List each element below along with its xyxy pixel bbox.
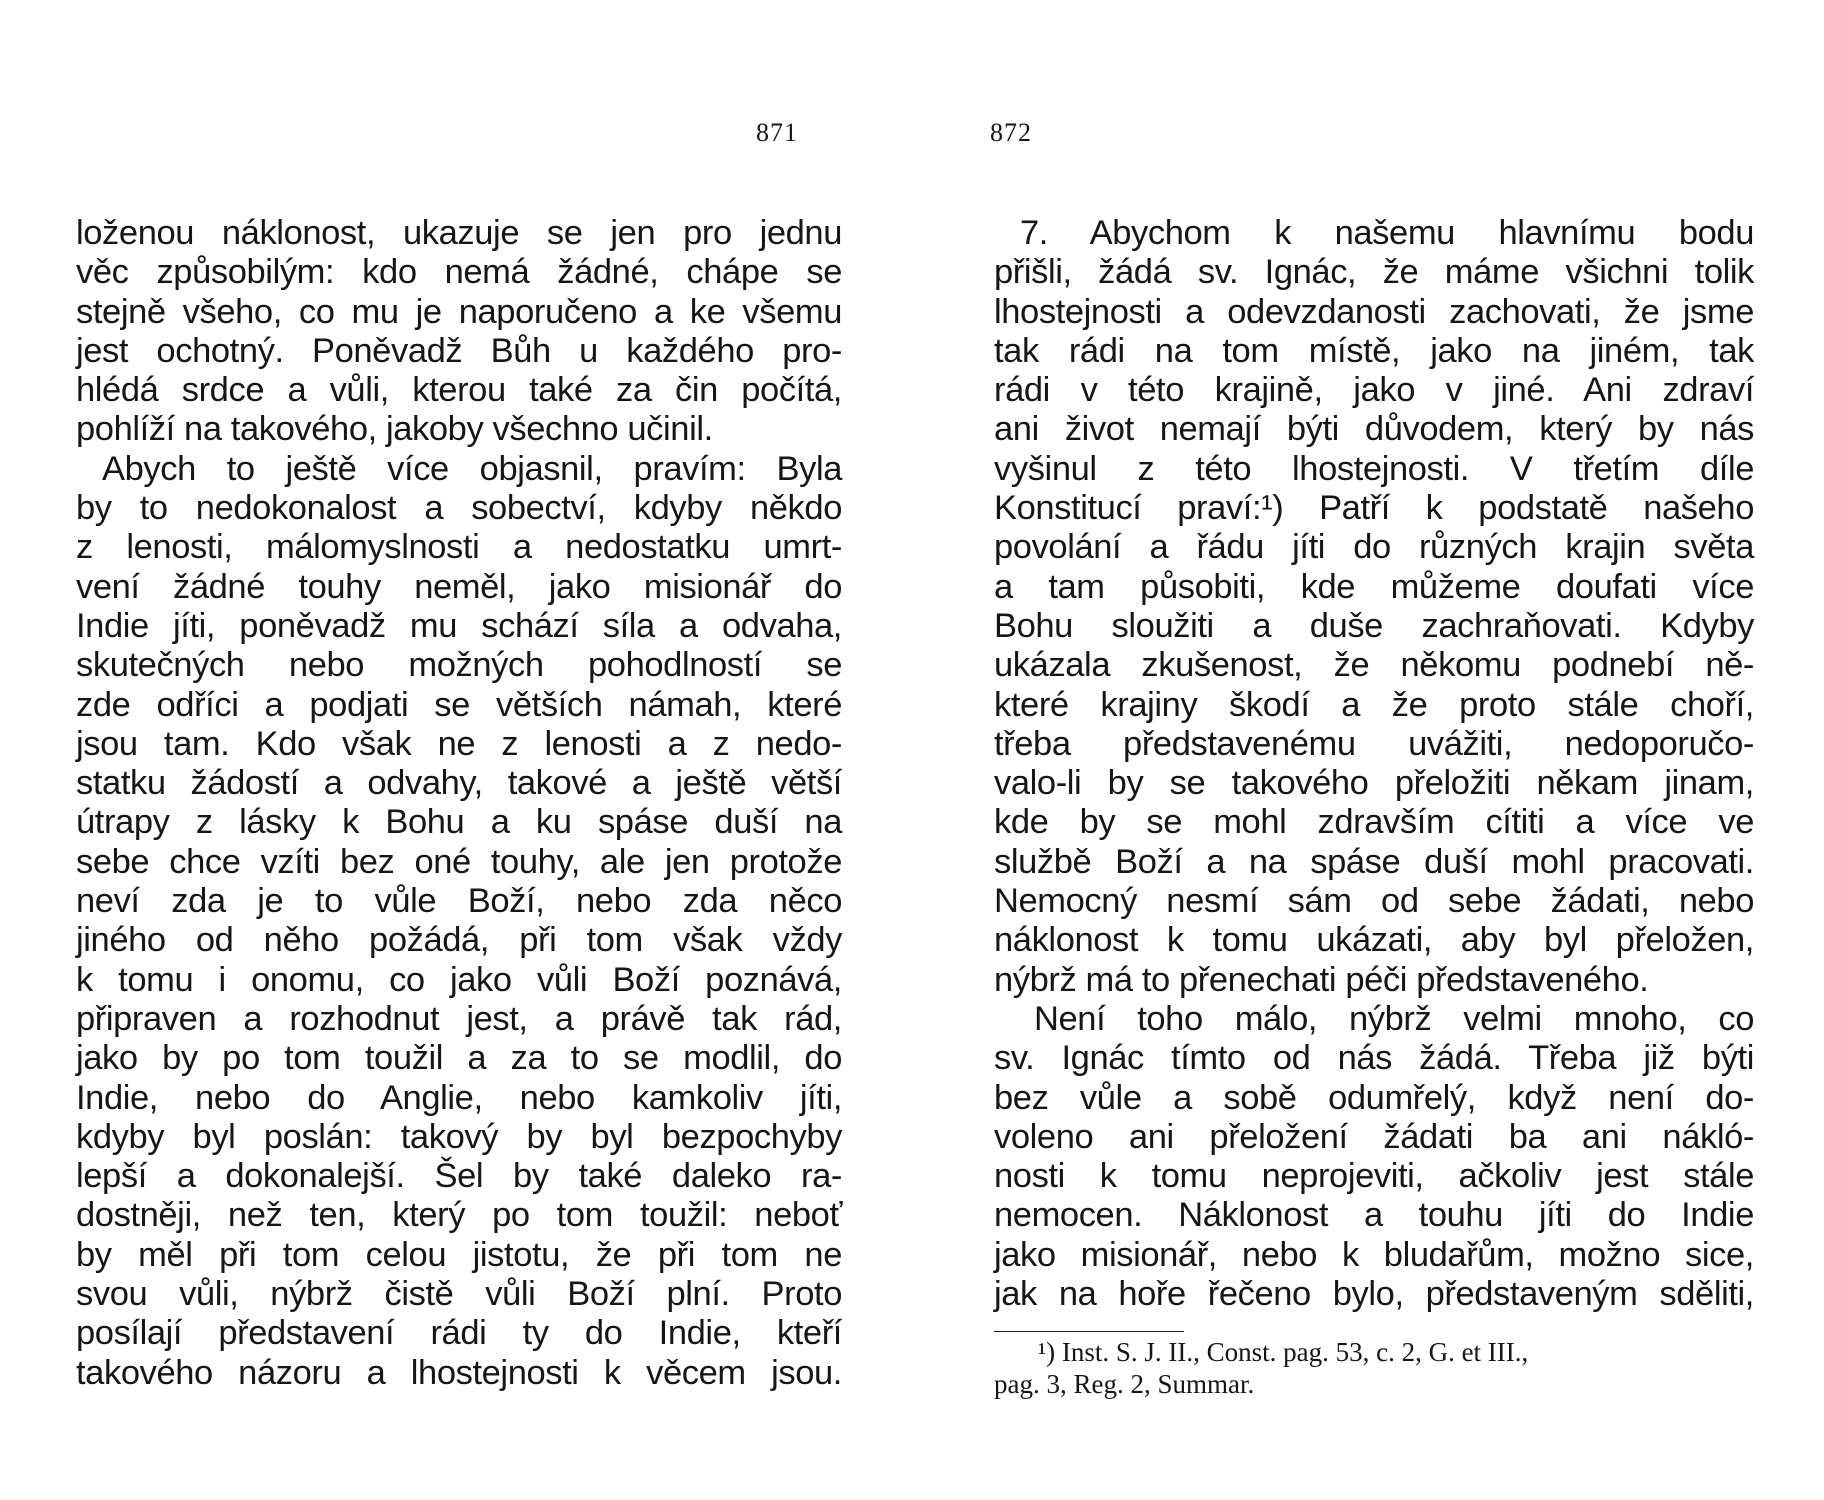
text-line: bez vůle a sobě odumřelý, když není do- — [994, 1078, 1754, 1117]
text-line: Indie jíti, poněvadž mu schází síla a odvaha, — [76, 606, 842, 645]
text-line: tak rádi na tom místě, jako na jiném, tak — [994, 331, 1754, 370]
footnote-divider — [994, 1331, 1184, 1332]
footnotes — [994, 1336, 1754, 1400]
text-line: valo-li by se takového přeložiti někam jinam, — [994, 764, 1754, 803]
text-line: jako by po tom toužil a za to se modlil, do — [76, 1039, 842, 1078]
text-line: Abych to ještě více objasnil, pravím: Byla — [102, 449, 842, 488]
text-line: loženou náklonost, ukazuje se jen pro jednu — [76, 214, 842, 252]
text-line: 7. Abychom k našemu hlavnímu bodu — [1020, 214, 1754, 252]
text-line: skutečných nebo možných pohodlností se — [76, 646, 842, 685]
text-line: ukázala zkušenost, že někomu podnebí ně- — [994, 646, 1754, 685]
page-number-left: 871 — [756, 118, 798, 147]
footnote-line: ¹) Inst. S. J. II., Const. pag. 53, c. 2, G. et III., — [1038, 1337, 1529, 1367]
text-line: Bohu sloužiti a duše zachraňovati. Kdyby — [994, 606, 1754, 645]
text-line: jest ochotný. Poněvadž Bůh u každého pro- — [76, 331, 842, 370]
text-line: jiného od něho požádá, při tom však vždy — [76, 921, 842, 960]
text-line: hlédá srdce a vůli, kterou také za čin počítá, — [76, 371, 842, 410]
text-line: voleno ani přeložení žádati ba ani nákló- — [994, 1117, 1754, 1156]
text-line: jsou tam. Kdo však ne z lenosti a z nedo- — [76, 724, 842, 763]
text-line: stejně všeho, co mu je naporučeno a ke všemu — [76, 292, 842, 331]
text-line: neví zda je to vůle Boží, nebo zda něco — [76, 882, 842, 921]
footnote-line: pag. 3, Reg. 2, Summar. — [994, 1369, 1255, 1399]
text-line: a tam působiti, kde můžeme doufati více — [994, 567, 1754, 606]
text-line: rádi v této krajině, jako v jiné. Ani zdraví — [994, 371, 1754, 410]
text-line: službě Boží a na spáse duší mohl pracovati. — [994, 842, 1754, 881]
text-line: posílají představení rádi ty do Indie, kteří — [76, 1314, 842, 1353]
text-line: nemocen. Náklonost a touhu jíti do Indie — [994, 1196, 1754, 1235]
text-line: kdyby byl poslán: takový by byl bezpochyby — [76, 1117, 842, 1156]
text-line: Indie, nebo do Anglie, nebo kamkoliv jíti, — [76, 1078, 842, 1117]
text-line: třeba představenému uvážiti, nedoporučo- — [994, 724, 1754, 763]
text-line: svou vůli, nýbrž čistě vůli Boží plní. Proto — [76, 1275, 842, 1314]
text-line: sv. Ignác tímto od nás žádá. Třeba již býti — [994, 1039, 1754, 1078]
text-line: povolání a řádu jíti do různých krajin světa — [994, 528, 1754, 567]
text-line: Nemocný nesmí sám od sebe žádati, nebo — [994, 882, 1754, 921]
text-line: které krajiny škodí a že proto stále choří, — [994, 685, 1754, 724]
text-line: lhostejnosti a odevzdanosti zachovati, že jsme — [994, 292, 1754, 331]
text-line: pohlíží na takového, jakoby všechno učinil. — [76, 410, 713, 449]
text-line: by to nedokonalost a sobectví, kdyby někdo — [76, 489, 842, 528]
text-line: nosti k tomu neprojeviti, ačkoliv jest stále — [994, 1157, 1754, 1196]
text-line: jak na hoře řečeno bylo, představeným sděliti, — [994, 1275, 1754, 1314]
text-line: kde by se mohl zdravším cítiti a více ve — [994, 803, 1754, 842]
text-line: by měl při tom celou jistotu, že při tom ne — [76, 1235, 842, 1274]
text-line: vyšinul z této lhostejnosti. V třetím díle — [994, 449, 1754, 488]
text-line: jako misionář, nebo k bludařům, možno sice, — [994, 1235, 1754, 1274]
text-line: dostněji, než ten, který po tom toužil: neboť — [76, 1196, 842, 1235]
text-line: k tomu i onomu, co jako vůli Boží poznává, — [76, 960, 842, 999]
text-line: statku žádostí a odvahy, takové a ještě větší — [76, 764, 842, 803]
text-line: náklonost k tomu ukázati, aby byl přeložen, — [994, 921, 1754, 960]
text-line: Není toho málo, nýbrž velmi mnoho, co — [1034, 999, 1754, 1038]
right-page-text — [994, 214, 1754, 1314]
text-line: věc způsobilým: kdo nemá žádné, chápe se — [76, 253, 842, 292]
text-line: takového názoru a lhostejnosti k věcem jsou. — [76, 1353, 842, 1392]
page-number-right: 872 — [990, 118, 1032, 147]
text-line: Konstitucí praví:¹) Patří k podstatě našeho — [994, 489, 1754, 528]
text-line: vení žádné touhy neměl, jako misionář do — [76, 567, 842, 606]
text-line: ani život nemají býti důvodem, který by nás — [994, 410, 1754, 449]
text-line: z lenosti, málomyslnosti a nedostatku umrt- — [76, 528, 842, 567]
text-line: nýbrž má to přenechati péči představeného. — [994, 960, 1649, 999]
text-line: sebe chce vzíti bez oné touhy, ale jen protože — [76, 842, 842, 881]
text-line: připraven a rozhodnut jest, a právě tak rád, — [76, 999, 842, 1038]
text-line: zde odříci a podjati se větších námah, které — [76, 685, 842, 724]
text-line: přišli, žádá sv. Ignác, že máme všichni tolik — [994, 253, 1754, 292]
left-page-text — [76, 214, 842, 1393]
text-line: lepší a dokonalejší. Šel by také daleko ra- — [76, 1157, 842, 1196]
text-line: útrapy z lásky k Bohu a ku spáse duší na — [76, 803, 842, 842]
